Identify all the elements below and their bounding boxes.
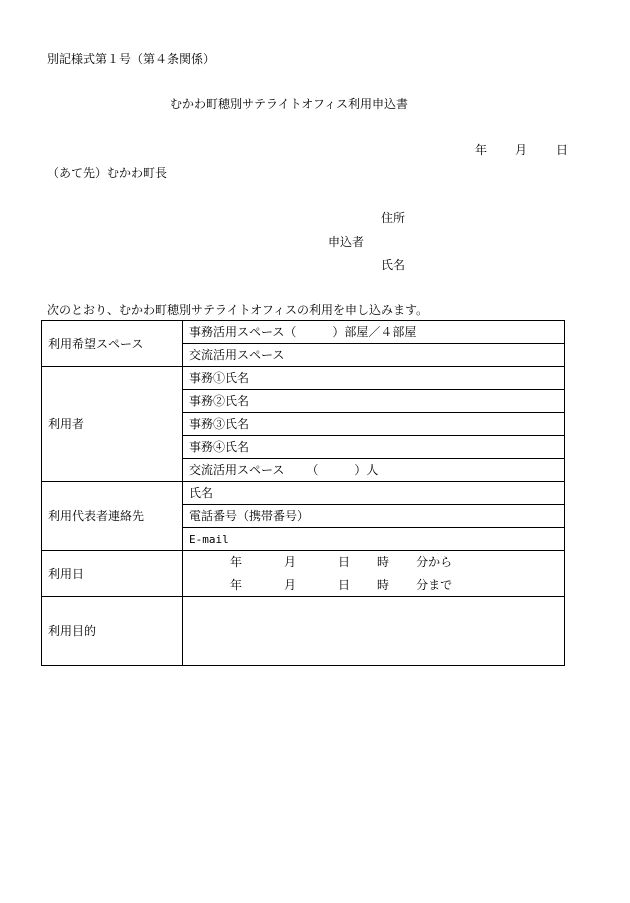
office-space-cell[interactable] (183, 321, 565, 344)
from-year-label: 年 (230, 555, 243, 569)
contact-label: 利用代表者連絡先 (48, 509, 145, 523)
table-row (42, 321, 565, 344)
office4-name-label: 事務④氏名 (189, 440, 250, 454)
contact-phone-cell[interactable] (183, 505, 565, 528)
contact-email-label: E-mail (189, 532, 229, 546)
contact-name-label: 氏名 (189, 486, 214, 500)
users-label-cell (42, 367, 183, 482)
office3-name-cell[interactable] (183, 413, 565, 436)
office4-name-cell[interactable] (183, 436, 565, 459)
name-label: 氏名 (381, 258, 406, 272)
contact-email-cell[interactable] (183, 528, 565, 551)
to-day-label: 日 (338, 578, 351, 592)
table-row (42, 551, 565, 597)
intro-text: 次のとおり、むかわ町穂別サテライトオフィスの利用を申し込みます。 (47, 303, 429, 317)
to-hour-label: 時 (377, 578, 390, 592)
date-label-cell (42, 551, 183, 597)
purpose-label: 利用目的 (48, 624, 97, 638)
contact-label-cell (42, 482, 183, 551)
table-row (42, 367, 565, 390)
date-range-cell[interactable] (183, 551, 565, 597)
office-space-suffix: ）部屋／４部屋 (332, 325, 417, 339)
office1-name-cell[interactable] (183, 367, 565, 390)
office2-name-label: 事務②氏名 (189, 394, 250, 408)
from-month-label: 月 (284, 555, 297, 569)
form-number: 別記様式第１号（第４条関係） (47, 52, 216, 66)
application-table (41, 320, 565, 666)
table-row (42, 482, 565, 505)
to-year-label: 年 (230, 578, 243, 592)
exchange-space-cell[interactable] (183, 344, 565, 367)
purpose-input-cell[interactable] (183, 597, 565, 666)
contact-phone-label: 電話番号（携帯番号） (189, 509, 310, 523)
exchange-count-open: （ (306, 463, 319, 477)
date-month-label: 月 (515, 143, 528, 157)
to-minute-label: 分まで (416, 578, 453, 592)
exchange-count-close: ）人 (354, 463, 379, 477)
from-hour-label: 時 (377, 555, 390, 569)
date-year-label: 年 (475, 143, 488, 157)
office3-name-label: 事務③氏名 (189, 417, 250, 431)
applicant-label: 申込者 (328, 235, 365, 249)
exchange-count-cell[interactable] (183, 459, 565, 482)
from-minute-label: 分から (416, 555, 453, 569)
to-month-label: 月 (284, 578, 297, 592)
contact-name-cell[interactable] (183, 482, 565, 505)
date-to-row[interactable] (183, 577, 564, 593)
purpose-label-cell (42, 597, 183, 666)
date-from-row[interactable] (183, 554, 564, 570)
from-day-label: 日 (338, 555, 351, 569)
space-label: 利用希望スペース (48, 336, 144, 351)
users-label: 利用者 (48, 417, 85, 431)
address-label: 住所 (381, 211, 406, 225)
space-label-cell (42, 321, 183, 367)
date-day-label: 日 (556, 143, 569, 157)
office1-name-label: 事務①氏名 (189, 371, 250, 385)
addressee: （あて先）むかわ町長 (47, 166, 168, 180)
exchange-count-prefix: 交流活用スペース (189, 463, 285, 477)
date-label: 利用日 (48, 566, 85, 581)
table-row (42, 597, 565, 666)
office2-name-cell[interactable] (183, 390, 565, 413)
page-title: むかわ町穂別サテライトオフィス利用申込書 (170, 97, 408, 111)
office-space-prefix: 事務活用スペース（ (189, 325, 297, 339)
exchange-space-label: 交流活用スペース (189, 348, 285, 362)
